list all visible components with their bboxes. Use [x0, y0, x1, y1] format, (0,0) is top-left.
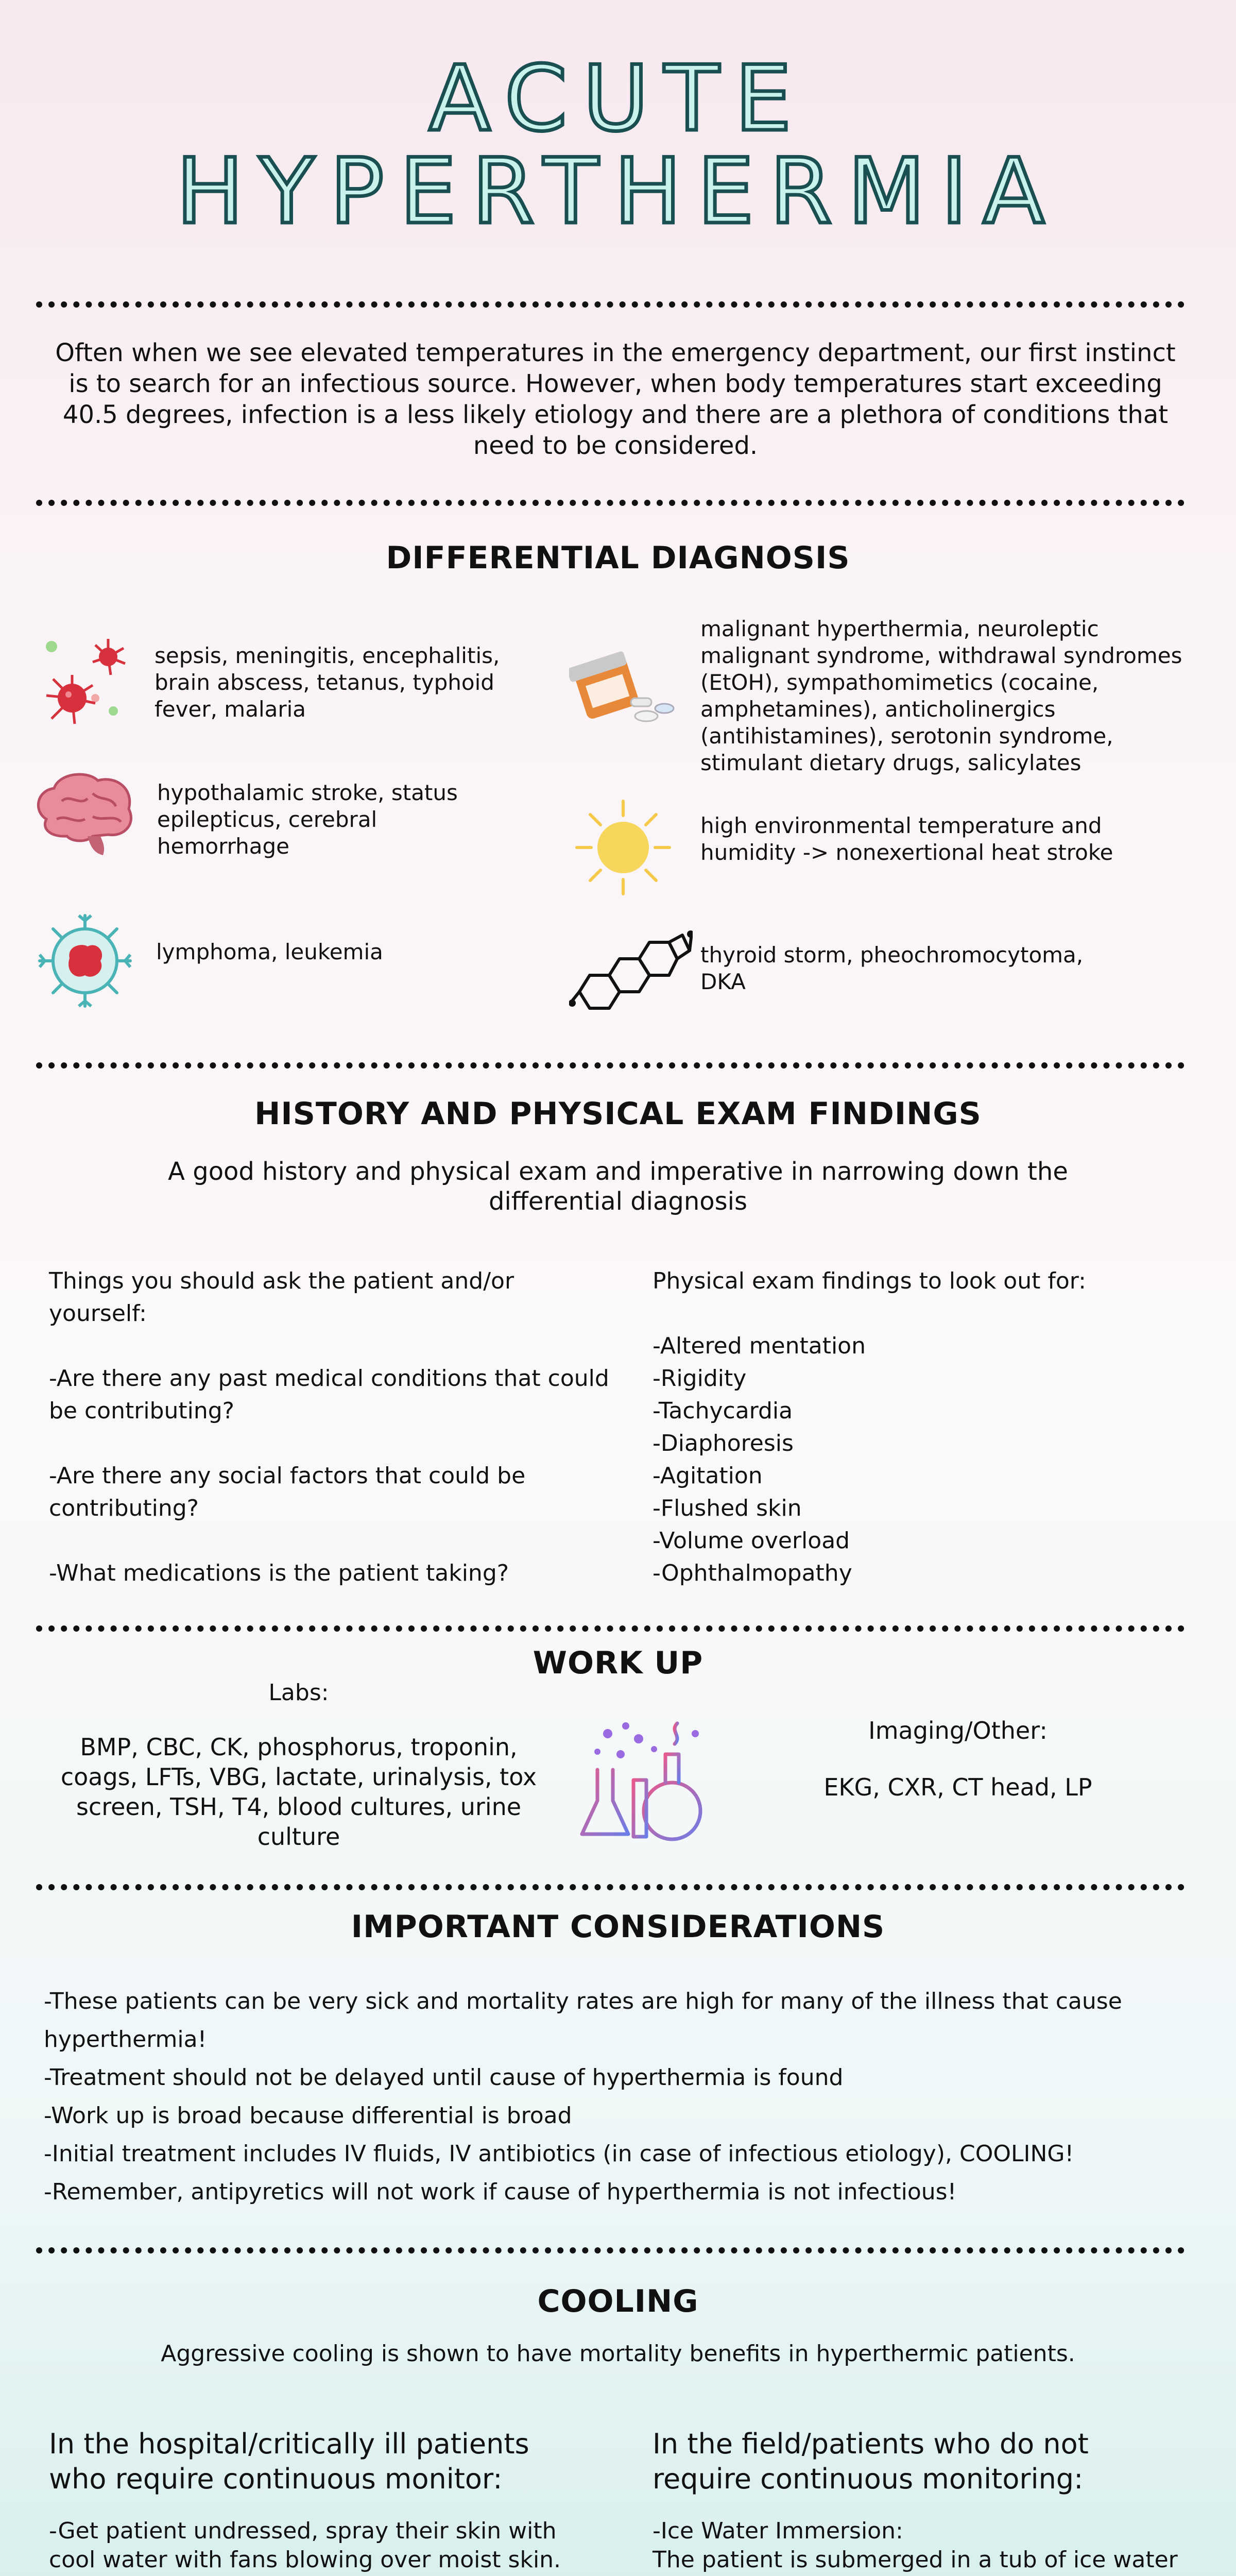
field-cooling-list: -Ice Water Immersion: The patient is submerged in a tub of ice water: [653, 2518, 1178, 2573]
imaging-list: EKG, CXR, CT head, LP: [823, 1773, 1092, 1801]
divider: [36, 1062, 1184, 1069]
ddx-toxicologic: malignant hyperthermia, neuroleptic malignant syndrome, withdrawal syndromes (EtOH), sympathomimetics (cocaine, amphetamines), anticholinergics (antihistamines), serotonin syndrome, stimulant dietary drugs, salicylates: [700, 616, 1182, 775]
cooling-subtitle: Aggressive cooling is shown to have mortality benefits in hyperthermic patients.: [161, 2341, 1075, 2367]
intro-text: Often when we see elevated temperatures in the emergency department, our first instinct is to search for an infectious source. However, when body temperatures start exceeding 40.5 degrees, infection is a less likely etiology and there are a plethora of conditions that need to be considered.: [55, 338, 1176, 460]
imaging-label: Imaging/Other:: [868, 1717, 1048, 1744]
title-line-1: ACUTE: [428, 47, 808, 151]
ddx-infectious: sepsis, meningitis, encephalitis, brain abscess, tetanus, typhoid fever, malaria: [154, 643, 500, 722]
ddx-neurologic: hypothalamic stroke, status epilepticus, cerebral hemorrhage: [157, 780, 458, 859]
history-title: HISTORY AND PHYSICAL EXAM FINDINGS: [254, 1096, 982, 1132]
considerations-title: IMPORTANT CONSIDERATIONS: [351, 1909, 885, 1945]
exam-findings: Physical exam findings to look out for: -Altered mentation -Rigidity -Tachycardia -Diaphoresis -Agitation -Flushed skin -Volume overload -Ophthalmopathy: [653, 1268, 1086, 1586]
sun-icon: [572, 796, 675, 899]
brain-icon: [31, 770, 139, 858]
divider: [36, 1884, 1184, 1890]
pill-bottle-icon: [569, 647, 677, 729]
cooling-title: COOLING: [537, 2283, 699, 2319]
labs-list: BMP, CBC, CK, phosphorus, troponin, coags, LFTs, VBG, lactate, urinalysis, tox screen, TSH, T4, blood cultures, urine culture: [60, 1733, 537, 1851]
steroid-molecule-icon: [569, 930, 693, 1012]
title-line-2: HYPERTHERMIA: [176, 140, 1060, 244]
ddx-endocrine: thyroid storm, pheochromocytoma, DKA: [700, 942, 1084, 994]
virus-icon: [33, 634, 134, 732]
ddx-oncologic: lymphoma, leukemia: [156, 939, 383, 964]
ddx-title: DIFFERENTIAL DIAGNOSIS: [386, 540, 850, 576]
divider: [36, 1625, 1184, 1632]
cancer-cell-icon: [33, 909, 136, 1012]
divider: [36, 301, 1184, 308]
history-questions: Things you should ask the patient and/or yourself: -Are there any past medical conditions that could be contributing? -Are there any social factors that could be contributing? -What medications is the patient taking?: [49, 1268, 609, 1586]
divider: [36, 500, 1184, 506]
labs-label: Labs:: [268, 1680, 329, 1706]
history-subtitle: A good history and physical exam and imperative in narrowing down the differential diagnosis: [168, 1157, 1068, 1216]
hospital-cooling-list: -Get patient undressed, spray their skin with cool water with fans blowing over moist skin.: [49, 2518, 561, 2573]
considerations-list: -These patients can be very sick and mortality rates are high for many of the illness that cause hyperthermia! -Treatment should not be delayed until cause of hyperthermia is found -Work up is broad because differential is broad -Initial treatment includes IV fluids, IV antibiotics (in case of infectious etiology), COOLING! -Remember, antipyretics will not work if cause of hyperthermia is not infectious!: [44, 1988, 1122, 2205]
divider: [36, 2247, 1184, 2253]
lab-flasks-icon: [577, 1713, 711, 1847]
workup-title: WORK UP: [533, 1645, 703, 1681]
hospital-cooling-heading: In the hospital/critically ill patients who require continuous monitor:: [49, 2428, 529, 2495]
ddx-environmental: high environmental temperature and humidity -> nonexertional heat stroke: [700, 813, 1113, 865]
field-cooling-heading: In the field/patients who do not require continuous monitoring:: [653, 2428, 1089, 2495]
